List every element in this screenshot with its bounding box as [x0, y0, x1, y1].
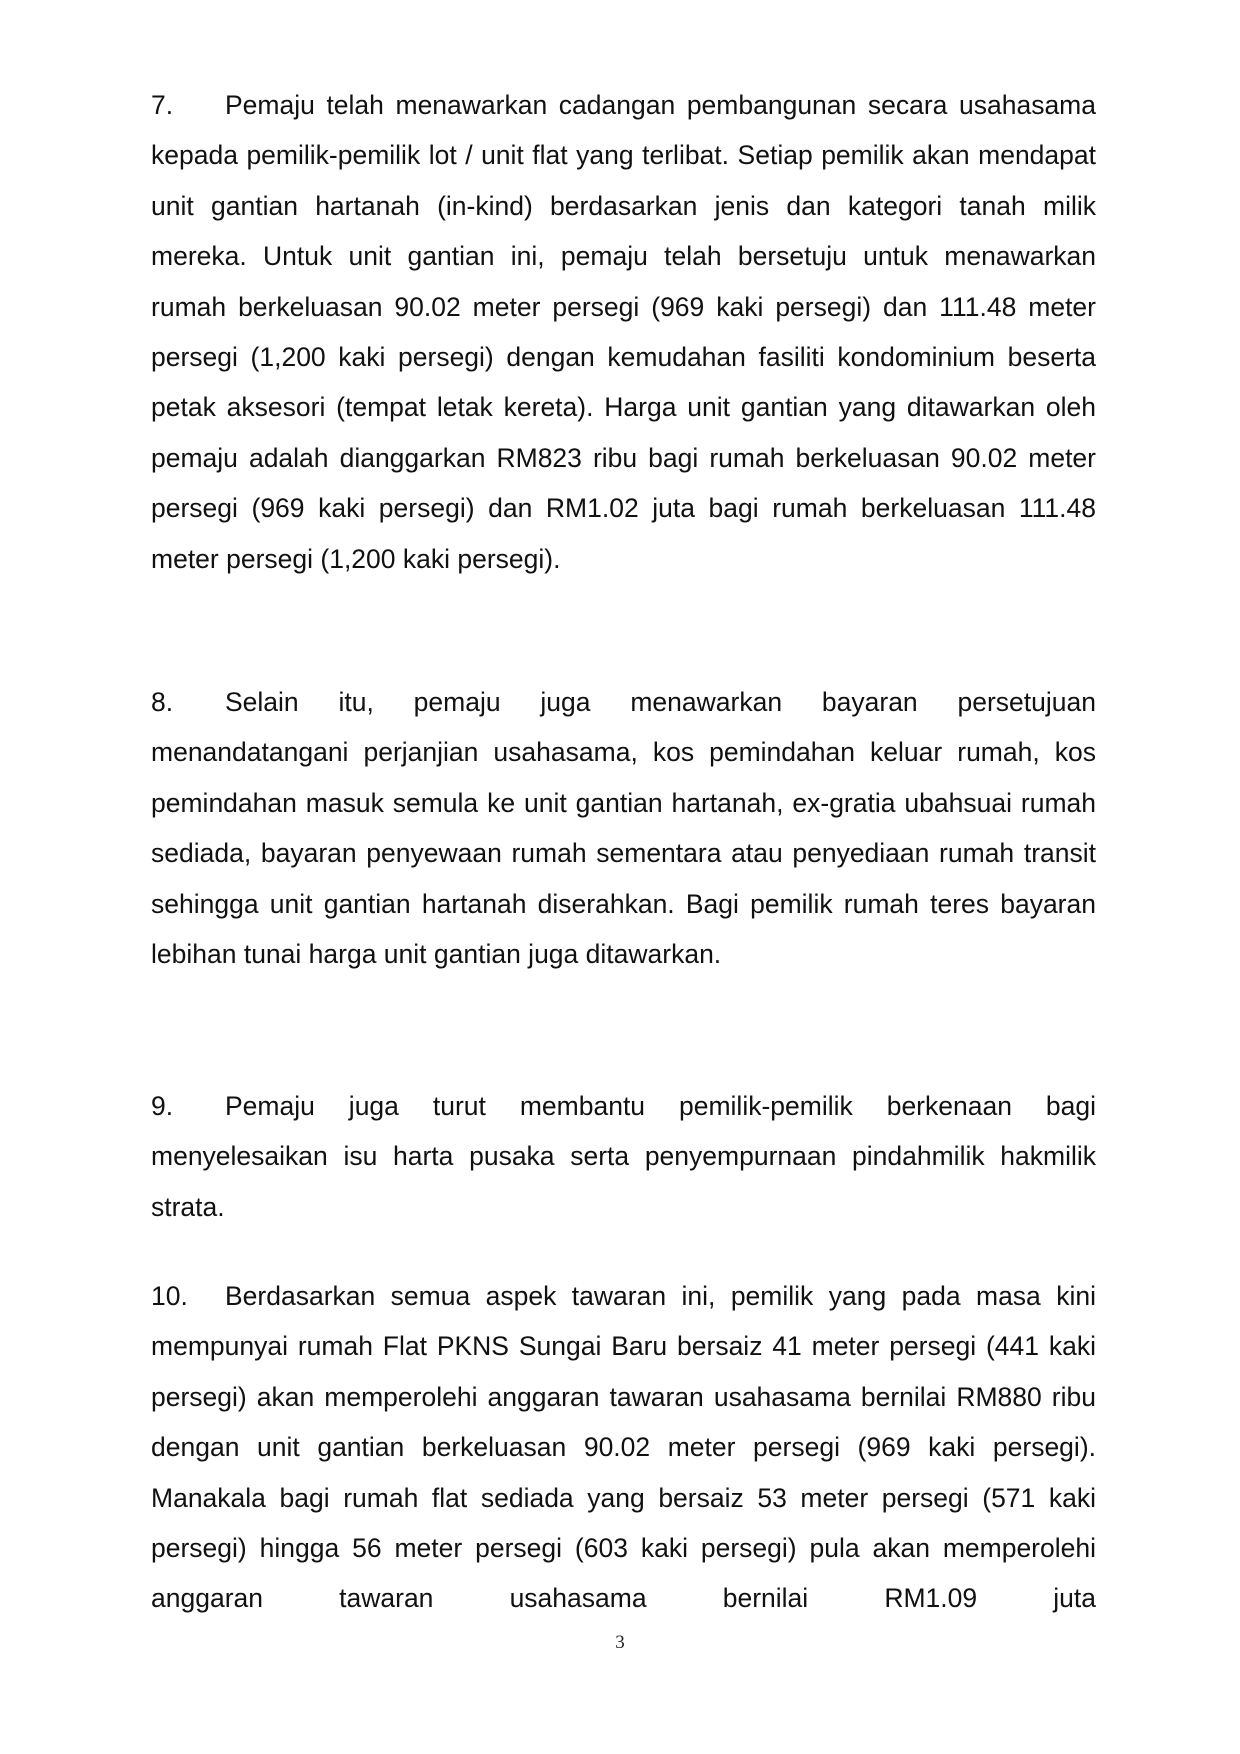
paragraph-number: 10. [151, 1281, 188, 1311]
paragraph-text: Berdasarkan semua aspek tawaran ini, pemilik yang pada masa kini mempunyai rumah Flat PKNS Sungai Baru bersaiz 41 meter persegi (441 kaki persegi) akan memperolehi anggaran tawaran usahasama bernilai RM880 ribu dengan unit gantian berkeluasan 90.02 meter persegi (969 kaki persegi). Manakala bagi rumah flat sediada yang bersaiz 53 meter persegi (571 kaki persegi) hingga 56 meter persegi (603 kaki persegi) pula akan memperolehi anggaran tawaran usahasama bernilai RM1.09 juta [151, 1281, 1096, 1614]
paragraph-10 [151, 1271, 1096, 1624]
page-number: 3 [615, 1632, 625, 1653]
paragraph-text: Pemaju telah menawarkan cadangan pembangunan secara usahasama kepada pemilik-pemilik lot / unit flat yang terlibat. Setiap pemilik akan mendapat unit gantian hartanah (in-kind) berdasarkan jenis dan kategori tanah milik mereka. Untuk unit gantian ini, pemaju telah bersetuju untuk menawarkan rumah berkeluasan 90.02 meter persegi (969 kaki persegi) dan 111.48 meter persegi (1,200 kaki persegi) dengan kemudahan fasiliti kondominium beserta petak aksesori (tempat letak kereta). Harga unit gantian yang ditawarkan oleh pemaju adalah dianggarkan RM823 ribu bagi rumah berkeluasan 90.02 meter persegi (969 kaki persegi) dan RM1.02 juta bagi rumah berkeluasan 111.48 meter persegi (1,200 kaki persegi). [151, 90, 1096, 574]
paragraph-text: Pemaju juga turut membantu pemilik-pemilik berkenaan bagi menyelesaikan isu harta pusaka serta penyempurnaan pindahmilik hakmilik strata. [151, 1091, 1096, 1222]
paragraph-number: 8. [151, 687, 174, 717]
paragraph-9 [151, 1081, 1096, 1232]
paragraph-number: 9. [151, 1091, 174, 1121]
paragraph-text: Selain itu, pemaju juga menawarkan bayaran persetujuan menandatangani perjanjian usahasama, kos pemindahan keluar rumah, kos pemindahan masuk semula ke unit gantian hartanah, ex-gratia ubahsuai rumah sediada, bayaran penyewaan rumah sementara atau penyediaan rumah transit sehingga unit gantian hartanah diserahkan. Bagi pemilik rumah teres bayaran lebihan tunai harga unit gantian juga ditawarkan. [151, 687, 1096, 970]
paragraph-8 [151, 677, 1096, 979]
paragraph-number: 7. [151, 90, 174, 120]
paragraph-7 [151, 80, 1096, 584]
